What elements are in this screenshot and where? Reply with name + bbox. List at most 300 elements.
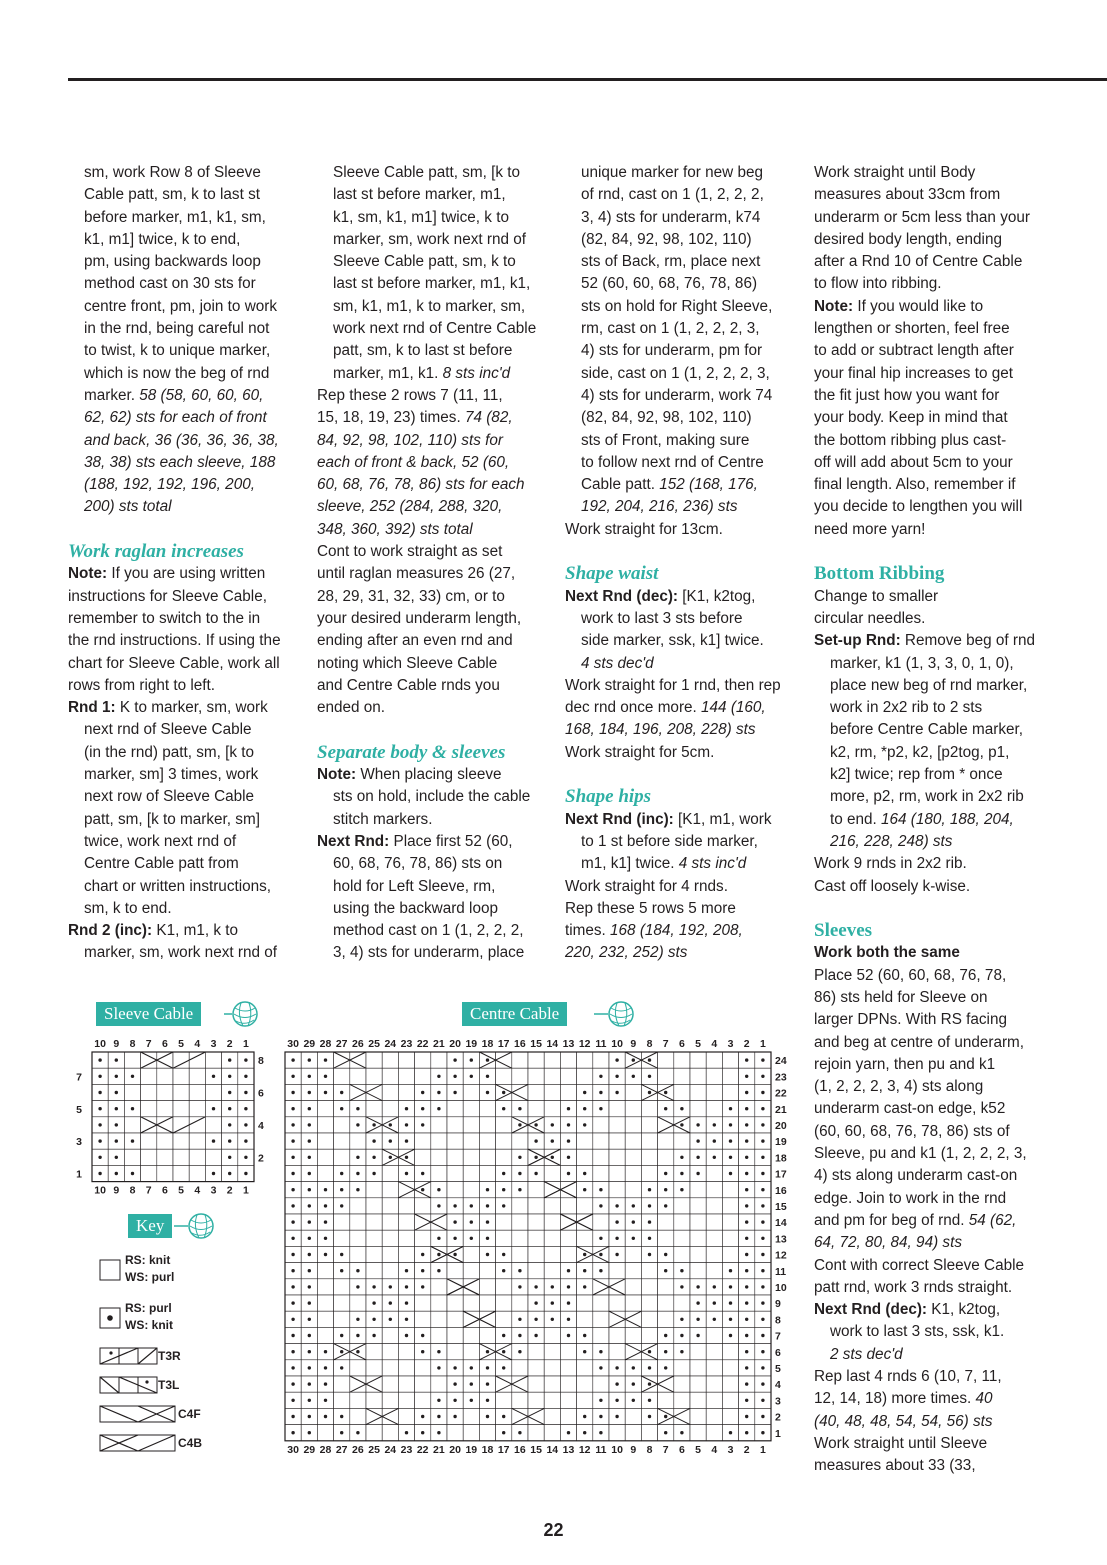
purl-dot: [615, 1415, 618, 1418]
purl-dot: [372, 1301, 375, 1304]
chart-cell: [674, 1214, 690, 1230]
text-line: Cast off loosely k-wise.: [814, 877, 971, 895]
purl-dot: [745, 1172, 748, 1175]
text-run: K1, k2tog,: [927, 1301, 1001, 1319]
chart-cell: [366, 1084, 382, 1100]
purl-dot: [648, 1075, 651, 1078]
section-heading-raglan: Work raglan increases: [68, 541, 244, 563]
purl-dot: [583, 1415, 586, 1418]
purl-dot: [567, 1107, 570, 1110]
purl-dot: [648, 1415, 651, 1418]
purl-dot: [502, 1253, 505, 1256]
chart-cell: [382, 1084, 398, 1100]
chart-cell: [690, 1084, 706, 1100]
purl-dot: [324, 1415, 327, 1418]
purl-dot: [518, 1350, 521, 1353]
chart-cell: [447, 1311, 463, 1327]
purl-dot: [437, 1253, 440, 1256]
text-line: marker, sm] 3 times, work: [84, 766, 259, 784]
section-heading-separate: Separate body & sleeves: [317, 741, 506, 763]
purl-dot: [228, 1091, 231, 1094]
purl-dot: [308, 1350, 311, 1353]
section-heading-waist: Shape waist: [565, 563, 659, 585]
col-label-top: 10: [611, 1038, 623, 1050]
purl-dot: [405, 1269, 408, 1272]
col-label-bottom: 6: [678, 1443, 685, 1456]
chart-cell: [528, 1263, 544, 1279]
chart-cell: [479, 1133, 495, 1149]
chart-cell: [366, 1360, 382, 1376]
chart-cell: [722, 1376, 738, 1392]
text-line: rows from right to left.: [68, 676, 216, 694]
purl-dot: [518, 1172, 521, 1175]
chart-cell: [544, 1360, 560, 1376]
chart-cell: [641, 1133, 657, 1149]
purl-dot: [567, 1334, 570, 1337]
col-label-top: 15: [530, 1038, 542, 1050]
purl-dot: [372, 1285, 375, 1288]
purl-dot: [518, 1269, 521, 1272]
chart-cell: [366, 1068, 382, 1084]
text-line: Work straight for 4 rnds.: [565, 877, 728, 895]
purl-dot: [356, 1188, 359, 1191]
col-label-bottom: 12: [578, 1443, 591, 1456]
chart-cell: [317, 1311, 333, 1327]
col-label-bottom: 9: [630, 1443, 637, 1456]
purl-dot: [729, 1156, 732, 1159]
purl-dot: [356, 1269, 359, 1272]
chart-cell: [690, 1230, 706, 1246]
purl-dot: [291, 1123, 294, 1126]
chart-cell: [625, 1425, 641, 1441]
purl-dot: [583, 1269, 586, 1272]
purl-dot: [324, 1058, 327, 1061]
stitch-count: 38, 38) sts each sleeve, 188: [84, 453, 276, 471]
chart-cell: [463, 1279, 479, 1295]
col-label-top: 6: [678, 1038, 685, 1050]
col-label-bottom: 17: [497, 1443, 510, 1456]
purl-dot: [405, 1123, 408, 1126]
purl-dot: [664, 1188, 667, 1191]
chart-cell: [415, 1376, 431, 1392]
text-line: patt, sm, k to last st before: [333, 342, 513, 360]
col-label-top: 13: [562, 1038, 575, 1050]
purl-dot: [680, 1285, 683, 1288]
chart-cell: [141, 1084, 157, 1100]
col-label-top: 11: [595, 1038, 607, 1050]
chart-cell: [528, 1084, 544, 1100]
chart-cell: [609, 1279, 625, 1295]
col-label-bottom: 1: [759, 1443, 766, 1456]
purl-dot: [729, 1285, 732, 1288]
chart-cell: [189, 1117, 205, 1133]
chart-cell: [317, 1117, 333, 1133]
purl-dot: [615, 1220, 618, 1223]
chart-cell: [658, 1311, 674, 1327]
chart-cell: [173, 1101, 189, 1117]
chart-cell: [157, 1117, 173, 1133]
stitch-count: 60, 68, 76, 78, 86) sts for each: [317, 476, 525, 494]
chart-cell: [189, 1084, 205, 1100]
chart-cell: [382, 1246, 398, 1262]
chart-cell: [593, 1052, 609, 1068]
text-line: to 1 st before side marker,: [581, 832, 758, 850]
row-label: 3: [76, 1136, 82, 1149]
chart-cell: [528, 1392, 544, 1408]
chart-cell: [431, 1376, 447, 1392]
row-label: 20: [775, 1119, 787, 1132]
chart-cell: [463, 1117, 479, 1133]
chart-cell: [690, 1214, 706, 1230]
text-line: hold for Left Sleeve, rm,: [333, 877, 496, 895]
chart-cell: [398, 1230, 414, 1246]
rnd1-label: Rnd 1:: [68, 699, 116, 717]
purl-dot: [405, 1172, 408, 1175]
text-line: ended on.: [317, 699, 386, 717]
chart-cell: [479, 1327, 495, 1343]
chart-cell: [706, 1425, 722, 1441]
chart-cell: [577, 1198, 593, 1214]
text-line: 86) sts held for Sleeve on: [814, 988, 988, 1006]
chart-cell: [512, 1214, 528, 1230]
stitch-count: (40, 48, 48, 54, 54, 56) sts: [814, 1412, 993, 1430]
col-label-top: 1: [759, 1038, 766, 1050]
text-line: underarm or 5cm less than your: [814, 208, 1030, 226]
purl-dot: [228, 1156, 231, 1159]
purl-dot: [470, 1075, 473, 1078]
chart-cell: [447, 1295, 463, 1311]
col1-intro: [68, 162, 300, 519]
purl-dot: [729, 1123, 732, 1126]
chart-cell: [706, 1084, 722, 1100]
purl-dot: [632, 1399, 635, 1402]
purl-dot: [534, 1318, 537, 1321]
row-label: 6: [775, 1346, 781, 1359]
chart-cell: [124, 1052, 140, 1068]
chart-cell: [350, 1133, 366, 1149]
purl-dot: [372, 1172, 375, 1175]
text-line: 4) sts along underarm cast-on: [814, 1167, 1018, 1185]
purl-dot: [648, 1399, 651, 1402]
chart-cell: [690, 1101, 706, 1117]
text-line: work to last 3 sts before: [581, 609, 743, 627]
purl-dot: [502, 1431, 505, 1434]
chart-cell: [593, 1149, 609, 1165]
chart-cell: [722, 1230, 738, 1246]
chart-cell: [431, 1133, 447, 1149]
chart-cell: [431, 1311, 447, 1327]
stitch-count: 152 (168, 176,: [654, 476, 758, 494]
chart-cell: [593, 1133, 609, 1149]
purl-dot: [115, 1058, 118, 1061]
purl-dot: [615, 1399, 618, 1402]
text-line: sm, k to end.: [84, 899, 172, 917]
chart-cell: [577, 1376, 593, 1392]
purl-dot: [632, 1220, 635, 1223]
stitch-count: 168 (184, 192, 208,: [605, 922, 743, 940]
chart-cell: [625, 1133, 641, 1149]
chart-cell: [496, 1068, 512, 1084]
chart-cell: [625, 1311, 641, 1327]
text-run: [K1, k2tog,: [678, 587, 756, 605]
col-label-top: 23: [400, 1038, 413, 1050]
chart-cell: [463, 1182, 479, 1198]
purl-dot: [745, 1237, 748, 1240]
text-run: 15, 18, 19, 23) times.: [317, 409, 461, 427]
purl-dot: [291, 1301, 294, 1304]
text-line: Sleeve Cable patt, sm, [k to: [333, 164, 521, 181]
purl-dot: [389, 1139, 392, 1142]
chart-cell: [560, 1068, 576, 1084]
chart-cell: [173, 1149, 189, 1165]
chart-cell: [350, 1084, 366, 1100]
purl-dot: [599, 1399, 602, 1402]
chart-cell: [658, 1133, 674, 1149]
purl-dot: [308, 1139, 311, 1142]
col-label-top: 4: [711, 1038, 718, 1050]
chart-cell: [317, 1425, 333, 1441]
chart-cell: [350, 1360, 366, 1376]
purl-dot: [437, 1204, 440, 1207]
col-label-bottom: 8: [129, 1184, 136, 1197]
purl-dot: [745, 1415, 748, 1418]
waist-label: Next Rnd (dec):: [565, 587, 679, 605]
purl-dot: [244, 1107, 247, 1110]
purl-dot: [228, 1107, 231, 1110]
text-line: until raglan measures 26 (27,: [317, 565, 516, 583]
purl-dot: [340, 1091, 343, 1094]
row-label: 7: [775, 1330, 781, 1343]
chart-cell: [544, 1230, 560, 1246]
key-t3l: T3L: [158, 1378, 180, 1392]
chart-cell: [722, 1408, 738, 1424]
chart-cell: [560, 1246, 576, 1262]
chart-cell: [528, 1182, 544, 1198]
purl-dot: [551, 1156, 554, 1159]
purl-dot: [729, 1107, 732, 1110]
purl-dot: [324, 1366, 327, 1369]
purl-dot: [696, 1156, 699, 1159]
purl-dot: [212, 1075, 215, 1078]
chart-cell: [544, 1052, 560, 1068]
chart-cell: [641, 1263, 657, 1279]
text-line: 3, 4) sts for underarm, k74: [581, 208, 761, 226]
purl-dot: [389, 1123, 392, 1126]
chart-cell: [512, 1376, 528, 1392]
setup-body: [814, 653, 1052, 854]
chart-cell: [415, 1230, 431, 1246]
chart-cell: [366, 1101, 382, 1117]
col-label-bottom: 1: [242, 1184, 249, 1197]
purl-dot: [599, 1188, 602, 1191]
purl-dot: [405, 1318, 408, 1321]
purl-dot: [437, 1431, 440, 1434]
text-line: need more yarn!: [814, 520, 926, 538]
purl-dot: [680, 1318, 683, 1321]
chart-cell: [350, 1198, 366, 1214]
stitch-count: 64, 72, 80, 84, 94) sts: [814, 1234, 962, 1252]
stitch-count: 58 (58, 60, 60, 60,: [135, 386, 264, 404]
chart-cell: [625, 1165, 641, 1181]
chart-cell: [415, 1198, 431, 1214]
chart-cell: [189, 1165, 205, 1181]
purl-dot: [486, 1399, 489, 1402]
purl-dot: [372, 1123, 375, 1126]
row-label: 17: [775, 1168, 787, 1181]
col-label-bottom: 25: [368, 1443, 380, 1456]
chart-cell: [625, 1279, 641, 1295]
purl-dot: [421, 1350, 424, 1353]
purl-dot: [115, 1156, 118, 1159]
chart-cell: [463, 1295, 479, 1311]
chart-cell: [382, 1408, 398, 1424]
row-label: 11: [775, 1265, 787, 1278]
col-label-top: 27: [335, 1038, 348, 1050]
purl-dot: [502, 1334, 505, 1337]
purl-dot: [567, 1431, 570, 1434]
purl-dot: [599, 1415, 602, 1418]
text-line: Work 9 rnds in 2x2 rib.: [814, 855, 967, 873]
text-line: unique marker for new beg: [581, 164, 763, 181]
purl-dot: [599, 1350, 602, 1353]
purl-dot: [470, 1220, 473, 1223]
chart-cell: [350, 1214, 366, 1230]
chart-cell: [609, 1425, 625, 1441]
text-line: using the backward loop: [333, 899, 498, 917]
purl-dot: [567, 1156, 570, 1159]
chart-cell: [157, 1149, 173, 1165]
chart-cell: [479, 1165, 495, 1181]
purl-dot: [745, 1139, 748, 1142]
chart-cell: [722, 1182, 738, 1198]
chart-cell: [593, 1165, 609, 1181]
text-line: marker, sm, work next rnd of: [333, 230, 526, 248]
purl-dot: [291, 1075, 294, 1078]
chart-cell: [463, 1408, 479, 1424]
col-label-top: 10: [94, 1038, 106, 1050]
purl-dot: [583, 1350, 586, 1353]
purl-dot: [680, 1334, 683, 1337]
chart-cell: [593, 1214, 609, 1230]
purl-dot: [324, 1204, 327, 1207]
col-label-bottom: 6: [161, 1184, 168, 1197]
chart-cell: [722, 1344, 738, 1360]
purl-dot: [291, 1334, 294, 1337]
chart-cell: [141, 1117, 157, 1133]
text-run: Cable patt.: [581, 476, 655, 494]
col-label-top: 20: [449, 1038, 461, 1050]
text-run: marker, m1, k1.: [333, 364, 439, 382]
purl-dot: [421, 1269, 424, 1272]
purl-dot: [356, 1107, 359, 1110]
purl-dot: [308, 1366, 311, 1369]
purl-dot: [453, 1237, 456, 1240]
purl-dot: [745, 1091, 748, 1094]
purl-dot: [696, 1123, 699, 1126]
chart-cell: [609, 1295, 625, 1311]
dec-label: Next Rnd (dec):: [814, 1301, 928, 1319]
purl-dot: [291, 1237, 294, 1240]
chart-cell: [415, 1392, 431, 1408]
purl-dot: [534, 1123, 537, 1126]
row-label: 9: [775, 1298, 781, 1311]
purl-dot: [98, 1075, 101, 1078]
purl-dot: [421, 1415, 424, 1418]
chart-cell: [577, 1230, 593, 1246]
purl-dot: [453, 1366, 456, 1369]
text-line: k2] twice; rep from * once: [830, 766, 1003, 784]
chart-cell: [512, 1360, 528, 1376]
chart-cell: [334, 1214, 350, 1230]
text-line: your body. Keep in mind that: [814, 409, 1008, 427]
chart-cell: [398, 1214, 414, 1230]
c4f-symbol-icon: [99, 1405, 177, 1423]
purl-dot: [761, 1188, 764, 1191]
purl-dot: [356, 1431, 359, 1434]
col-label-bottom: 9: [113, 1184, 120, 1197]
text-line: Place 52 (60, 60, 68, 76, 78,: [814, 966, 1007, 984]
purl-dot: [340, 1366, 343, 1369]
purl-dot: [664, 1350, 667, 1353]
col-label-bottom: 5: [695, 1443, 702, 1456]
text-line: 60, 68, 76, 78, 86) sts on: [333, 855, 503, 873]
chart-cell: [528, 1344, 544, 1360]
purl-dot: [761, 1350, 764, 1353]
chart-cell: [674, 1068, 690, 1084]
stitch-count: 200) sts total: [84, 498, 172, 516]
chart-cell: [690, 1392, 706, 1408]
row-label: 8: [775, 1314, 781, 1327]
column-4: [814, 162, 1052, 1478]
purl-symbol-icon: [99, 1307, 121, 1329]
text-line: 52 (60, 60, 68, 76, 78, 86): [581, 275, 758, 293]
chart-cell: [560, 1344, 576, 1360]
chart-cell: [334, 1117, 350, 1133]
chart-cell: [334, 1133, 350, 1149]
page-number: 22: [543, 1520, 564, 1540]
col-label-bottom: 29: [303, 1443, 316, 1456]
text-line: sm, k1, m1, k to marker, sm,: [333, 297, 526, 315]
chart-cell: [528, 1230, 544, 1246]
text-line: circular needles.: [814, 609, 926, 627]
purl-dot: [437, 1188, 440, 1191]
chart-cell: [431, 1327, 447, 1343]
row-label: 18: [775, 1152, 787, 1165]
chart-cell: [479, 1117, 495, 1133]
purl-dot: [453, 1399, 456, 1402]
chart-cell: [625, 1246, 641, 1262]
purl-dot: [372, 1334, 375, 1337]
chart-cell: [205, 1149, 221, 1165]
purl-dot: [308, 1431, 311, 1434]
text-line: Centre Cable patt from: [84, 855, 239, 873]
col-label-top: 8: [129, 1038, 136, 1050]
chart-cell: [496, 1214, 512, 1230]
text-line: 4) sts for underarm, pm for: [581, 342, 763, 360]
purl-dot: [324, 1188, 327, 1191]
purl-dot: [228, 1075, 231, 1078]
chart-cell: [690, 1068, 706, 1084]
chart-cell: [398, 1182, 414, 1198]
purl-dot: [291, 1220, 294, 1223]
purl-dot: [308, 1285, 311, 1288]
purl-dot: [486, 1188, 489, 1191]
text-line: work to last 3 sts, ssk, k1.: [830, 1323, 1005, 1341]
purl-dot: [761, 1366, 764, 1369]
purl-dot: [745, 1107, 748, 1110]
text-line: Work straight until Sleeve: [814, 1434, 988, 1452]
chart-cell: [706, 1068, 722, 1084]
